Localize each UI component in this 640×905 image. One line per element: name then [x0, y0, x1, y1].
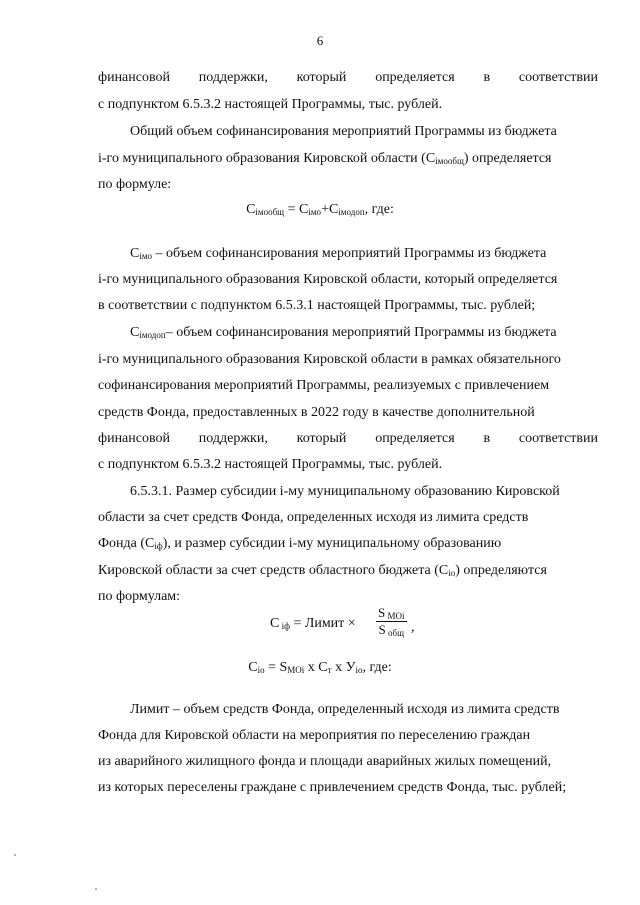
- p2-line2: [98, 149, 598, 169]
- formula-text: = Лимит ×: [289, 616, 356, 631]
- p4-line3: софинансирования мероприятий Программы, реализуемых с привлечением: [98, 378, 550, 393]
- formula-subscript: iо: [355, 665, 363, 675]
- p4-word: финансовой: [98, 431, 170, 446]
- p4-symbol: С: [130, 325, 140, 340]
- page-number: 6: [316, 33, 324, 48]
- p4-word: определяется: [375, 431, 455, 446]
- p1-line1: [98, 68, 598, 88]
- formula-text: С: [248, 660, 258, 675]
- formula-fund-subsidy: [270, 614, 470, 634]
- p1-word: соответствии: [518, 70, 598, 85]
- p6-line3: из аварийного жилищного фонда и площади аварийных жилых помещений,: [98, 754, 552, 769]
- p1-word: определяется: [375, 70, 455, 85]
- formula-text: = S: [264, 660, 288, 675]
- denominator-subscript: общ: [385, 628, 404, 638]
- p4-subscript: iмодоп: [139, 330, 166, 340]
- p5-line2: области за счет средств Фонда, определенных исходя из лимита средств: [98, 510, 529, 525]
- formula-text: С: [246, 202, 256, 217]
- p1-line2: с подпунктом 6.5.3.2 настоящей Программы, тыс. рублей.: [98, 97, 443, 112]
- p3-line1: [130, 244, 598, 264]
- formula-text: х С: [304, 660, 328, 675]
- p4-line4: средств Фонда, предоставленных в 2022 году в качестве дополнительной: [98, 405, 535, 420]
- numerator-subscript: MOi: [385, 611, 405, 621]
- p1-word: который: [296, 70, 347, 85]
- formula-text: , где:: [364, 202, 394, 217]
- p3-line3: в соответствии с подпунктом 6.5.3.1 настоящей Программы, тыс. рублей;: [98, 298, 536, 313]
- p5-line4: [98, 561, 598, 581]
- p4-text: – объем софинансирования мероприятий Программы из бюджета: [165, 325, 557, 340]
- p6-line2: Фонда для Кировской области на мероприятия по переселению граждан: [98, 728, 531, 743]
- formula-subscript: MOi: [287, 665, 305, 675]
- formula-subscript: iо: [257, 665, 265, 675]
- formula-subscript: iмо: [308, 207, 322, 217]
- formula-subscript: iмообщ: [255, 207, 285, 217]
- p4-word: в: [483, 431, 491, 446]
- fraction-denominator: [379, 622, 405, 637]
- p5-text: ) определяются: [455, 563, 547, 578]
- p1-word: поддержки,: [198, 70, 268, 85]
- p3-subscript: iмо: [139, 251, 153, 261]
- p3-symbol: С: [130, 246, 140, 261]
- p6-line1: Лимит – объем средств Фонда, определенный исходя из лимита средств: [130, 702, 560, 717]
- p5-text: Фонда (С: [98, 536, 155, 551]
- p5-subscript: iо: [448, 568, 456, 578]
- p5-text: ), и размер субсидии i-му муниципальному образованию: [162, 536, 502, 551]
- p1-word: финансовой: [98, 70, 170, 85]
- p2-line1: Общий объем софинансирования мероприятий Программы из бюджета: [130, 124, 557, 139]
- p4-line6: с подпунктом 6.5.3.2 настоящей Программы, тыс. рублей.: [98, 457, 443, 472]
- p2-subscript: iмообщ: [435, 156, 464, 166]
- formula-text: = С: [284, 202, 309, 217]
- fraction-numerator: [376, 606, 407, 622]
- p1-word: в: [483, 70, 491, 85]
- denominator-symbol: S: [378, 622, 386, 637]
- p2-text: i-го муниципального образования Кировской области (С: [98, 151, 436, 166]
- formula-subscript: iмодоп: [338, 207, 365, 217]
- p6-line4: из которых переселены граждане с привлечением средств Фонда, тыс. рублей;: [98, 780, 567, 795]
- p4-line2: i-го муниципального образования Кировской области в рамках обязательного: [98, 352, 561, 367]
- p3-text: – объем софинансирования мероприятий Программы из бюджета: [152, 246, 547, 261]
- formula-regional-subsidy: [0, 658, 640, 678]
- p2-line3: по формуле:: [98, 177, 172, 192]
- p5-line3: [98, 534, 598, 554]
- p5-line1: 6.5.3.1. Размер субсидии i-му муниципальному образованию Кировской: [130, 484, 560, 499]
- formula-text: +С: [321, 202, 339, 217]
- scan-speck: [14, 854, 16, 856]
- p2-text: ) определяется: [463, 151, 552, 166]
- formula-comma: ,: [411, 620, 415, 635]
- p4-word: соответствии: [518, 431, 598, 446]
- formula-fraction: [376, 606, 407, 637]
- p5-text: Кировской области за счет средств областного бюджета (С: [98, 563, 449, 578]
- p4-word: который: [296, 431, 347, 446]
- p4-word: поддержки,: [198, 431, 268, 446]
- p5-line5: по формулам:: [98, 589, 181, 604]
- scan-speck: [95, 888, 97, 890]
- formula-total: [0, 200, 640, 220]
- formula-text: , где:: [362, 660, 392, 675]
- p4-line1: [130, 323, 598, 343]
- p3-line2: i-го муниципального образования Кировской области, который определяется: [98, 272, 558, 287]
- formula-subscript: т: [327, 665, 332, 675]
- numerator-symbol: S: [378, 605, 386, 620]
- p5-subscript: iф: [154, 541, 163, 551]
- formula-text: х У: [331, 660, 356, 675]
- formula-subscript: iф: [279, 621, 290, 631]
- p4-line5: [98, 429, 598, 449]
- formula-text: С: [270, 616, 280, 631]
